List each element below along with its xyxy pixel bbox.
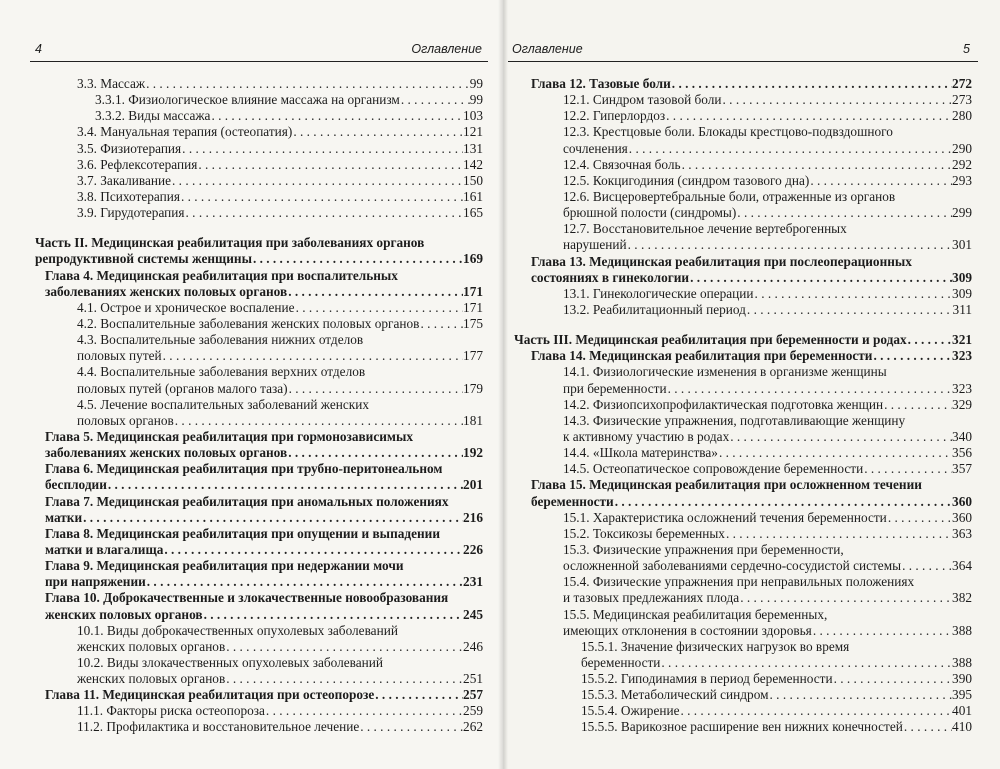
toc-page-number: 299 xyxy=(952,205,972,221)
toc-entry[interactable] xyxy=(514,237,972,253)
toc-entry[interactable] xyxy=(514,461,972,477)
dot-leader xyxy=(288,381,463,397)
toc-page-number: 169 xyxy=(463,251,483,267)
toc-entry-title: Глава 4. Медицинская реабилитация при воспалительных xyxy=(45,267,398,283)
dot-leader xyxy=(833,671,952,687)
toc-entry[interactable] xyxy=(514,623,972,639)
toc-page-number: 382 xyxy=(952,590,972,606)
toc-entry-title: 14.2. Физиопсихопрофилактическая подготовка женщин xyxy=(563,396,884,412)
toc-entry[interactable] xyxy=(35,397,483,413)
dot-leader xyxy=(174,413,463,429)
toc-entry[interactable] xyxy=(35,124,483,140)
toc-page-number: 177 xyxy=(463,348,483,364)
toc-entry[interactable] xyxy=(514,477,972,493)
dot-leader xyxy=(812,623,952,639)
toc-entry-title: Глава 14. Медицинская реабилитация при беременности xyxy=(531,348,873,364)
toc-entry[interactable] xyxy=(514,607,972,623)
toc-page-number: 165 xyxy=(463,205,483,221)
toc-page-number: 231 xyxy=(463,574,483,590)
toc-entry[interactable] xyxy=(35,348,483,364)
toc-entry[interactable] xyxy=(514,348,972,364)
dot-leader xyxy=(374,687,463,703)
toc-page-number: 309 xyxy=(952,285,972,301)
toc-entry-title: беременности xyxy=(531,493,614,509)
toc-entry-title: 15.5.4. Ожирение xyxy=(581,703,680,719)
toc-page-number: 216 xyxy=(463,509,483,525)
toc-page-number: 99 xyxy=(469,76,483,91)
toc-entry-title: женских половых органов xyxy=(45,606,203,622)
toc-entry[interactable] xyxy=(514,574,972,590)
toc-entry-title: Глава 11. Медицинская реабилитация при остеопорозе xyxy=(45,687,375,703)
toc-entry[interactable] xyxy=(35,235,483,251)
toc-entry-title: Глава 5. Медицинская реабилитация при гормонозависимых xyxy=(45,428,413,444)
dot-leader xyxy=(197,157,463,173)
toc-entry[interactable] xyxy=(35,205,483,221)
toc-entry[interactable] xyxy=(514,542,972,558)
toc-entry-title: 11.2. Профилактика и восстановительное лечение xyxy=(77,719,360,735)
toc-entry[interactable] xyxy=(514,270,972,286)
dot-leader xyxy=(883,397,952,413)
dot-leader xyxy=(265,703,463,719)
toc-entry[interactable] xyxy=(514,719,972,735)
toc-page-number: 280 xyxy=(952,108,972,124)
toc-entry-title: 12.2. Гиперлордоз xyxy=(563,108,666,124)
toc-entry-title: 15.5.2. Гиподинамия в период беременности xyxy=(581,671,833,687)
toc-page-number: 311 xyxy=(952,301,972,317)
toc-entry-title: 13.1. Гинекологические операции xyxy=(563,285,754,301)
toc-entry[interactable] xyxy=(35,494,483,510)
toc-entry[interactable] xyxy=(35,477,483,493)
toc-entry[interactable] xyxy=(35,316,483,332)
dot-leader xyxy=(162,348,463,364)
toc-page-number: 363 xyxy=(952,525,972,541)
toc-entry[interactable] xyxy=(35,639,483,655)
dot-leader xyxy=(729,429,952,445)
toc-entry[interactable] xyxy=(514,364,972,380)
dot-leader xyxy=(107,477,463,493)
toc-entry[interactable] xyxy=(35,189,483,205)
dot-leader xyxy=(660,655,952,671)
toc-entry-title: брюшной полости (синдромы) xyxy=(563,205,737,221)
page-number: 5 xyxy=(963,42,970,56)
dot-leader xyxy=(203,607,463,623)
toc-entry-title: 3.6. Рефлексотерапия xyxy=(77,156,198,172)
dot-leader xyxy=(628,141,952,157)
toc-page-number: 192 xyxy=(463,445,483,461)
dot-leader xyxy=(872,348,952,364)
dot-leader xyxy=(181,141,463,157)
toc-entry[interactable] xyxy=(35,429,483,445)
toc-page-number: 388 xyxy=(952,622,972,638)
toc-entry-title: 15.5.3. Метаболический синдром xyxy=(581,687,769,703)
toc-entry[interactable] xyxy=(514,429,972,445)
toc-entry[interactable] xyxy=(35,364,483,380)
dot-leader xyxy=(725,526,952,542)
toc-entry-title: 15.2. Токсикозы беременных xyxy=(563,525,725,541)
toc-entry[interactable] xyxy=(514,92,972,108)
dot-leader xyxy=(718,445,952,461)
toc-entry[interactable] xyxy=(35,141,483,157)
toc-entry-title: женских половых органов xyxy=(77,671,226,687)
dot-leader xyxy=(163,542,463,558)
toc-entry[interactable] xyxy=(35,157,483,173)
toc-entry-title: половых путей xyxy=(77,348,162,364)
toc-page-number: 103 xyxy=(463,108,483,124)
dot-leader xyxy=(614,494,952,510)
toc-entry-title: Часть III. Медицинская реабилитация при беременности и родах xyxy=(514,332,907,348)
toc-entry-title: 12.6. Висцеровертебральные боли, отраженные из органов xyxy=(563,188,896,204)
toc-entry[interactable] xyxy=(35,510,483,526)
toc-entry-title: 10.1. Виды доброкачественных опухолевых заболеваний xyxy=(77,622,398,638)
dot-leader xyxy=(769,687,953,703)
dot-leader xyxy=(671,76,952,92)
dot-leader xyxy=(863,461,952,477)
toc-entry-title: бесплодии xyxy=(45,477,107,493)
toc-entry[interactable] xyxy=(514,286,972,302)
toc-entry[interactable] xyxy=(514,302,972,318)
book-spine-shadow xyxy=(498,0,508,769)
dot-leader xyxy=(809,173,952,189)
toc-page-number: 357 xyxy=(952,461,972,477)
toc-entry-title: 12.3. Крестцовые боли. Блокады крестцово-подвздошного xyxy=(563,124,893,140)
toc-entry-title: Глава 15. Медицинская реабилитация при осложненном течении xyxy=(531,477,922,493)
dot-leader xyxy=(287,445,463,461)
toc-entry[interactable] xyxy=(35,542,483,558)
toc-page-number: 360 xyxy=(952,493,972,509)
toc-entry-title: 3.8. Психотерапия xyxy=(77,188,180,204)
toc-entry-title: 4.3. Воспалительные заболевания нижних отделов xyxy=(77,332,364,348)
dot-leader xyxy=(901,558,952,574)
toc-entry-title: 3.3.1. Физиологическое влияние массажа на организм xyxy=(95,92,400,108)
toc-entry-title: к активному участию в родах xyxy=(563,428,730,444)
right-page xyxy=(503,0,1000,769)
toc-entry[interactable] xyxy=(35,671,483,687)
toc-entry[interactable] xyxy=(35,574,483,590)
toc-entry-title: заболеваниях женских половых органов xyxy=(45,283,288,299)
toc-page-number: 401 xyxy=(952,703,972,719)
toc-page-number: 150 xyxy=(463,172,483,188)
toc-page-number: 181 xyxy=(463,412,483,428)
toc-entry-title: осложненной заболеваниями сердечно-сосудистой системы xyxy=(563,558,902,574)
dot-leader xyxy=(400,92,470,108)
toc-entry-title: 12.1. Синдром тазовой боли xyxy=(563,92,722,108)
toc-entry-title: Глава 9. Медицинская реабилитация при недержании мочи xyxy=(45,558,404,574)
toc-page-number: 272 xyxy=(952,76,972,91)
toc-entry-title: имеющих отклонения в состоянии здоровья xyxy=(563,622,812,638)
toc-entry[interactable] xyxy=(35,108,483,124)
toc-page-number: 395 xyxy=(952,687,972,703)
toc-entry-title: 4.5. Лечение воспалительных заболеваний женских xyxy=(77,396,369,412)
toc-page-number: 171 xyxy=(463,283,483,299)
toc-page-number: 323 xyxy=(952,380,972,396)
section-gap xyxy=(35,221,483,235)
dot-leader xyxy=(359,719,463,735)
toc-entry[interactable] xyxy=(514,332,972,348)
toc-entry[interactable] xyxy=(35,284,483,300)
toc-entry[interactable] xyxy=(514,141,972,157)
toc-entry[interactable] xyxy=(35,687,483,703)
dot-leader xyxy=(82,510,463,526)
dot-leader xyxy=(887,510,952,526)
toc-entry[interactable] xyxy=(514,173,972,189)
dot-leader xyxy=(225,671,463,687)
dot-leader xyxy=(171,173,463,189)
dot-leader xyxy=(419,316,463,332)
toc-entry[interactable] xyxy=(514,558,972,574)
dot-leader xyxy=(180,189,463,205)
toc-page-number: 364 xyxy=(952,558,972,574)
toc-entry-title: 4.4. Воспалительные заболевания верхних отделов xyxy=(77,364,366,380)
toc-entry-title: 15.4. Физические упражнения при неправильных положениях xyxy=(563,574,915,590)
toc-page-number: 257 xyxy=(463,687,483,703)
toc-entry[interactable] xyxy=(514,413,972,429)
toc-entry[interactable] xyxy=(514,108,972,124)
toc-entry[interactable] xyxy=(35,173,483,189)
dot-leader xyxy=(681,157,952,173)
toc-entry[interactable] xyxy=(35,381,483,397)
section-gap xyxy=(514,318,972,332)
toc-entry-title: 14.3. Физические упражнения, подготавливающие женщину xyxy=(563,412,906,428)
running-head: Оглавление xyxy=(411,42,482,56)
page-number: 4 xyxy=(35,42,42,56)
toc-entry[interactable] xyxy=(35,445,483,461)
dot-leader xyxy=(210,108,463,124)
toc-entry-title: беременности xyxy=(581,654,661,670)
dot-leader xyxy=(185,205,464,221)
toc-entry-title: 15.5.1. Значение физических нагрузок во время xyxy=(581,638,850,654)
toc-entry-title: 3.7. Закаливание xyxy=(77,172,172,188)
toc-entry[interactable] xyxy=(514,397,972,413)
toc-page-number: 290 xyxy=(952,140,972,156)
toc-entry[interactable] xyxy=(514,510,972,526)
toc-entry[interactable] xyxy=(514,189,972,205)
dot-leader xyxy=(225,639,463,655)
toc-entry[interactable] xyxy=(35,590,483,606)
toc-entry[interactable] xyxy=(514,494,972,510)
toc-entry[interactable] xyxy=(514,254,972,270)
toc-entry-title: 3.4. Мануальная терапия (остеопатия) xyxy=(77,124,293,140)
toc-page-number: 161 xyxy=(463,188,483,204)
toc-entry-title: состояниях в гинекологии xyxy=(531,269,690,285)
table-of-contents xyxy=(514,76,972,736)
toc-page-number: 201 xyxy=(463,477,483,493)
toc-entry-title: 14.4. «Школа материнства» xyxy=(563,445,718,461)
toc-page-number: 121 xyxy=(463,124,483,140)
toc-page-number: 340 xyxy=(952,428,972,444)
toc-entry-title: Часть II. Медицинская реабилитация при заболеваниях органов xyxy=(35,235,425,251)
toc-entry-title: 15.5.5. Варикозное расширение вен нижних конечностей xyxy=(581,719,903,735)
toc-entry-title: 15.1. Характеристика осложнений течения беременности xyxy=(563,509,887,525)
toc-entry-title: 4.1. Острое и хроническое воспаление xyxy=(77,299,295,315)
toc-entry-title: Глава 6. Медицинская реабилитация при трубно-перитонеальном xyxy=(45,461,443,477)
dot-leader xyxy=(295,300,463,316)
toc-entry-title: 3.5. Физиотерапия xyxy=(77,140,182,156)
toc-entry[interactable] xyxy=(514,671,972,687)
toc-entry[interactable] xyxy=(514,205,972,221)
toc-entry[interactable] xyxy=(35,558,483,574)
toc-page-number: 273 xyxy=(952,92,972,108)
toc-entry[interactable] xyxy=(35,655,483,671)
toc-entry[interactable] xyxy=(514,76,972,92)
toc-entry[interactable] xyxy=(514,445,972,461)
toc-entry[interactable] xyxy=(514,655,972,671)
toc-page-number: 131 xyxy=(463,140,483,156)
dot-leader xyxy=(145,76,470,92)
dot-leader xyxy=(722,92,953,108)
toc-page-number: 309 xyxy=(952,269,972,285)
table-of-contents xyxy=(35,76,483,736)
toc-entry[interactable] xyxy=(35,413,483,429)
toc-entry-title: Глава 13. Медицинская реабилитация при послеоперационных xyxy=(531,253,912,269)
toc-entry[interactable] xyxy=(35,703,483,719)
toc-page-number: 329 xyxy=(952,396,972,412)
toc-entry[interactable] xyxy=(514,221,972,237)
toc-page-number: 251 xyxy=(463,671,483,687)
toc-entry[interactable] xyxy=(514,157,972,173)
toc-entry-title: матки xyxy=(45,509,83,525)
dot-leader xyxy=(252,251,463,267)
toc-entry-title: при напряжении xyxy=(45,574,146,590)
toc-page-number: 259 xyxy=(463,703,483,719)
dot-leader xyxy=(689,270,952,286)
toc-entry[interactable] xyxy=(514,703,972,719)
toc-entry-title: 3.3. Массаж xyxy=(77,76,146,91)
toc-entry-title: 14.1. Физиологические изменения в организме женщины xyxy=(563,364,887,380)
toc-entry-title: 4.2. Воспалительные заболевания женских половых органов xyxy=(77,315,420,331)
toc-entry[interactable] xyxy=(35,92,483,108)
toc-entry-title: Глава 10. Доброкачественные и злокачественные новообразования xyxy=(45,590,449,606)
toc-page-number: 245 xyxy=(463,606,483,622)
toc-entry-title: половых органов xyxy=(77,412,174,428)
toc-entry-title: 15.5. Медицинская реабилитация беременных, xyxy=(563,606,828,622)
toc-page-number: 226 xyxy=(463,541,483,557)
toc-page-number: 410 xyxy=(952,719,972,735)
toc-entry-title: заболеваниях женских половых органов xyxy=(45,445,288,461)
toc-page-number: 179 xyxy=(463,380,483,396)
toc-entry[interactable] xyxy=(35,461,483,477)
toc-entry[interactable] xyxy=(35,268,483,284)
header-rule xyxy=(30,61,488,62)
toc-entry[interactable] xyxy=(514,687,972,703)
toc-entry-title: 3.3.2. Виды массажа xyxy=(95,108,211,124)
dot-leader xyxy=(665,108,952,124)
toc-entry-title: женских половых органов xyxy=(77,638,226,654)
header-rule xyxy=(508,61,978,62)
toc-page-number: 175 xyxy=(463,315,483,331)
toc-entry-title: 12.4. Связочная боль xyxy=(563,156,681,172)
toc-entry-title: сочленения xyxy=(563,140,628,156)
toc-entry[interactable] xyxy=(35,251,483,267)
toc-entry-title: 10.2. Виды злокачественных опухолевых заболеваний xyxy=(77,654,383,670)
toc-page-number: 321 xyxy=(952,332,972,348)
dot-leader xyxy=(287,284,463,300)
toc-entry-title: 15.3. Физические упражнения при беременности, xyxy=(563,541,844,557)
toc-entry-title: нарушений xyxy=(563,237,627,253)
toc-entry[interactable] xyxy=(35,623,483,639)
toc-page-number: 246 xyxy=(463,638,483,654)
toc-entry-title: 13.2. Реабилитационный период xyxy=(563,301,746,317)
dot-leader xyxy=(746,302,953,318)
toc-entry-title: Глава 8. Медицинская реабилитация при опущении и выпадении xyxy=(45,525,440,541)
toc-page-number: 390 xyxy=(952,671,972,687)
toc-entry[interactable] xyxy=(514,639,972,655)
toc-page-number: 323 xyxy=(952,348,972,364)
dot-leader xyxy=(903,719,952,735)
dot-leader xyxy=(739,590,952,606)
toc-entry[interactable] xyxy=(514,124,972,140)
running-head: Оглавление xyxy=(512,42,583,56)
toc-page-number: 262 xyxy=(463,719,483,735)
toc-page-number: 293 xyxy=(952,172,972,188)
toc-page-number: 171 xyxy=(463,299,483,315)
toc-page-number: 356 xyxy=(952,445,972,461)
toc-entry-title: при беременности xyxy=(563,380,667,396)
toc-entry[interactable] xyxy=(514,381,972,397)
toc-entry-title: 3.9. Гирудотерапия xyxy=(77,205,185,221)
toc-entry[interactable] xyxy=(35,607,483,623)
toc-entry-title: 12.5. Кокцигодиния (синдром тазового дна) xyxy=(563,172,810,188)
toc-entry[interactable] xyxy=(35,719,483,735)
dot-leader xyxy=(679,703,952,719)
toc-page-number: 292 xyxy=(952,156,972,172)
toc-entry-title: половых путей (органов малого таза) xyxy=(77,380,288,396)
toc-entry[interactable] xyxy=(35,526,483,542)
toc-page-number: 388 xyxy=(952,654,972,670)
toc-entry-title: матки и влагалища xyxy=(45,541,164,557)
toc-entry-title: 11.1. Факторы риска остеопороза xyxy=(77,703,265,719)
toc-entry-title: 14.5. Остеопатическое сопровождение беременности xyxy=(563,461,864,477)
toc-entry-title: 12.7. Восстановительное лечение вертеброгенных xyxy=(563,221,847,237)
dot-leader xyxy=(292,124,463,140)
toc-entry[interactable] xyxy=(514,590,972,606)
dot-leader xyxy=(736,205,952,221)
toc-entry-title: и тазовых предлежаниях плода xyxy=(563,590,740,606)
dot-leader xyxy=(754,286,953,302)
toc-page-number: 360 xyxy=(952,509,972,525)
toc-entry[interactable] xyxy=(35,76,483,92)
toc-page-number: 99 xyxy=(469,92,483,108)
toc-entry-title: репродуктивной системы женщины xyxy=(35,251,252,267)
toc-page-number: 142 xyxy=(463,156,483,172)
dot-leader xyxy=(627,237,952,253)
toc-entry[interactable] xyxy=(35,332,483,348)
dot-leader xyxy=(907,332,952,348)
toc-entry-title: Глава 12. Тазовые боли xyxy=(531,76,671,91)
dot-leader xyxy=(146,574,463,590)
toc-entry[interactable] xyxy=(35,300,483,316)
dot-leader xyxy=(667,381,952,397)
toc-page-number: 301 xyxy=(952,237,972,253)
toc-entry[interactable] xyxy=(514,526,972,542)
toc-entry-title: Глава 7. Медицинская реабилитация при аномальных положениях xyxy=(45,493,449,509)
